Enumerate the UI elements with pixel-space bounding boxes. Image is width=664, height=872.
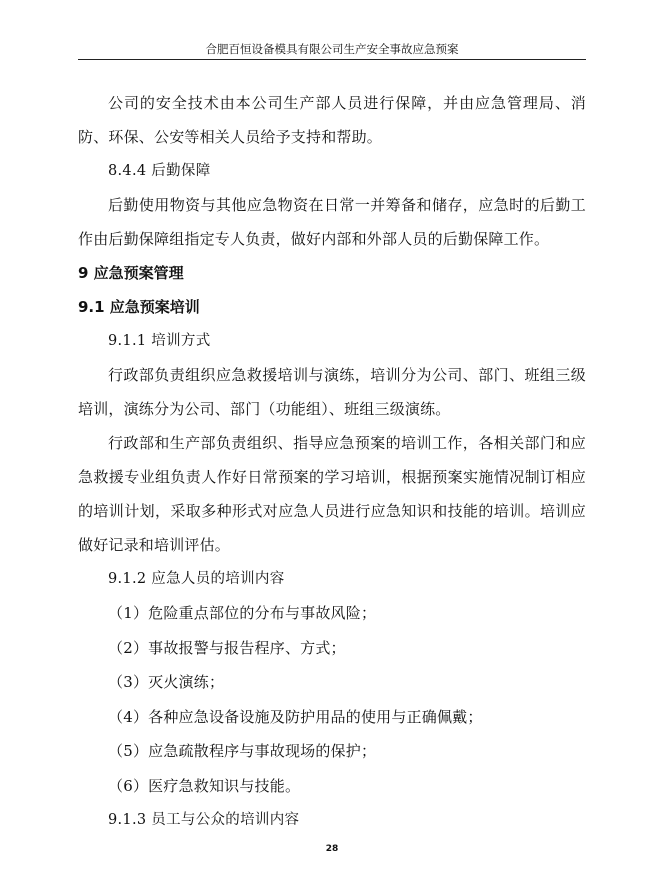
section-heading-9: 9 应急预案管理 [78, 264, 184, 282]
subsection-heading-9-1-1: 9.1.1 培训方式 [108, 333, 211, 349]
paragraph-tech-support: 公司的安全技术由本公司生产部人员进行保障，并由应急管理局、消防、环保、公安等相关人员给予支持和帮助。 [78, 94, 586, 146]
section-heading-9-1: 9.1 应急预案培训 [78, 298, 200, 316]
paragraph-training-method: 行政部负责组织应急救援培训与演练，培训分为公司、部门、班组三级培训，演练分为公司、部门（功能组）、班组三级演练。 [78, 366, 586, 418]
paragraph-logistics: 后勤使用物资与其他应急物资在日常一并筹备和储存，应急时的后勤工作由后勤保障组指定专人负责，做好内部和外部人员的后勤保障工作。 [78, 196, 586, 248]
subsection-heading-9-1-3: 9.1.3 员工与公众的培训内容 [108, 812, 300, 828]
list-item: （1）危险重点部位的分布与事故风险； [108, 604, 377, 622]
subsection-heading-8-4-4: 8.4.4 后勤保障 [108, 163, 211, 179]
page-number: 28 [325, 844, 339, 854]
page-body [78, 86, 586, 837]
paragraph-training-organization: 行政部和生产部负责组织、指导应急预案的培训工作，各相关部门和应急救援专业组负责人作好日常预案的学习培训，根据预案实施情况制订相应的培训计划，采取多种形式对应急人员进行应急知识和技能的培训。培训应做好记录和培训评估。 [78, 434, 586, 554]
header-rule [78, 59, 586, 60]
list-item: （3）灭火演练； [108, 673, 225, 691]
list-item: （6）医疗急救知识与技能。 [108, 776, 301, 795]
list-item: （4）各种应急设备设施及防护用品的使用与正确佩戴； [108, 707, 483, 726]
page-header: 合肥百恒设备模具有限公司生产安全事故应急预案 [205, 42, 459, 56]
subsection-heading-9-1-2: 9.1.2 应急人员的培训内容 [108, 571, 285, 587]
list-item: （2）事故报警与报告程序、方式； [108, 638, 346, 657]
list-item: （5）应急疏散程序与事故现场的保护； [108, 742, 377, 760]
